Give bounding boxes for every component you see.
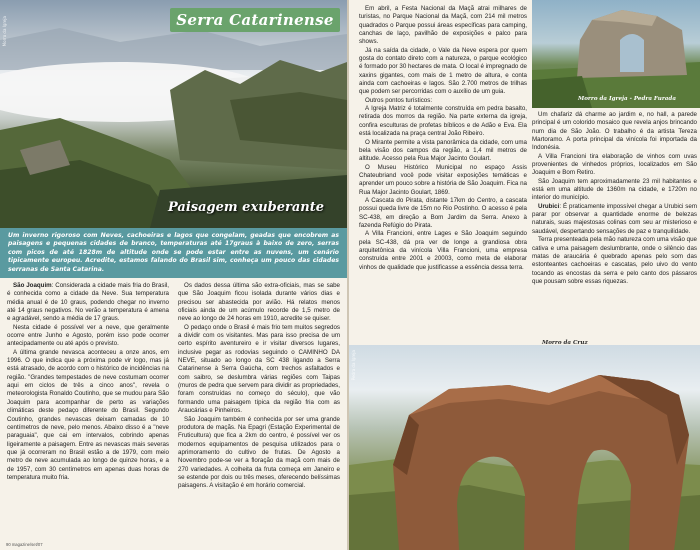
paragraph: A última grande nevasca aconteceu a onze anos, em 1996. O que indica que a próxima pode vir logo, mas já está atrasado, de acordo com o histórico de incidências na região. "Grandes tempestades de neve costumam ocorrer aqui em ciclos de três a cinco anos", revela o meteorologista Ronaldo Coutinho, que se mudou para São Joaquim para acompanhar de perto as variações climáticas deste pedaço diferente do Brasil. Segundo Coutinho, grandes nevascas deixam camadas de 10 centímetros de neve, pelo menos. Abaixo disso é a "neve paraguaia", que cai em intervalos, cobrindo apenas ligeiramente a paisagem. Entre as nevascas mais severas que já ocorreram no Brasil estão a de 1979, com meio metro de neve acumulada ao longo de quinze horas, e a de 1957, com 30 centímetros em apenas duas horas de temperatura muito fria. xyxy=(7,348,169,481)
paragraph: O Mirante permite a vista panorâmica da cidade, com uma bela visão dos campos da região, a 1,4 mil metros de altitude. Acesso pela Rua Major Jacinto Goulart. xyxy=(359,138,527,163)
paragraph: Nesta cidade é possível ver a neve, que geralmente ocorre entre Junho e Agosto, porém isso pode ocorrer antecipadamente ou até após o previsto. xyxy=(7,323,169,348)
mountain-landscape-illustration xyxy=(0,0,347,228)
paragraph: O pedaço onde o Brasil é mais frio tem muitos segredos a dividir com os visitantes. Mas para isso precisa de um certo espírito aventureiro e ir visitar diversos lugares, inclusive pegar as rodovias seguindo o CAMINHO DA NEVE, situado ao longo da SC 438 ligando a Serra Catarinense à Serra Gaúcha, com trechos asfaltados e com saibro, se deslumbra várias regiões com Taipas (muros de pedra que servem para dividir as propriedades, foram construídas no começo do século), que vão formando uma paisagem típica da região fria com as Araucárias e Pinheiros. xyxy=(178,323,340,415)
left-column-1 xyxy=(7,282,169,491)
paragraph-lead: São Joaquim xyxy=(13,282,52,289)
left-text-columns xyxy=(7,282,341,491)
paragraph: A Cascata do Pirata, distante 17km do Centro, a cascata possui queda livre de 15m no Rio Postinho. O acesso é pela SC-438, em direção a Bom Jardim da Serra. Anexo à fazenda Refúgio do Pirata. xyxy=(359,196,527,229)
caption-pedra-furada: Morro da Igreja - Pedra Furada xyxy=(578,96,676,102)
hero-caption: Paisagem exuberante xyxy=(168,200,325,215)
paragraph xyxy=(532,203,697,236)
paragraph-text: : É praticamente impossível chegar a Urubici sem parar por observar a quantidade enorme de belezas naturais, suas majestosas colinas com seu ar misterioso e saudável, despertando sensações de paz e tranquilidade. xyxy=(532,202,697,235)
right-column-2 xyxy=(532,111,697,286)
caption-morro-da-cruz: Morro da Cruz xyxy=(542,340,588,346)
right-column-1 xyxy=(359,5,527,272)
paragraph: O Museu Histórico Municipal no espaço Assis Chateubriand você pode visitar exposições temáticas e aprender um pouco sobre a história de São Joaquim. Fica na Rua Major Jacinto Goulart, 1869. xyxy=(359,163,527,196)
paragraph: São Joaquim também é conhecida por ser uma grande produtora de maçãs. Na Epagri (Estação Experimental de Fruticultura) que fica a 2km do centro, é possível ver os modernos equipamentos de pesquisa utilizados para o aprimoramento do cultivo de frutas. De Agosto a Novembro pode-se ver a floração da maçã com mais de 270 variedades. A colheita da fruta começa em Janeiro e se estende por dois ou três meses, oferecendo belíssimas paisagens. A visitação é em horário comercial. xyxy=(178,415,340,490)
paragraph: Um chafariz dá charme ao jardim e, no hall, a parede principal é um colorido mosaico que revela anjos brincando num dia de São João. O trabalho é da artista Tereza Martoramo. A porta principal da vinícola foi importada da Indonésia. xyxy=(532,111,697,152)
paragraph-text: : Considerada a cidade mais fria do Brasil, é conhecida como a cidade da Neve. Sua temperatura média anual é de 10 graus, podendo chegar no inverno até 14 graus negativos. No verão a temperatura é amena e agradável, sendo a média de 17 graus. xyxy=(7,282,169,323)
right-page xyxy=(349,0,700,550)
paragraph: Já na saída da cidade, o Vale da Neve espera por quem gosta do contato direto com a natureza, o parque ecológico é formado por 30 hectares de mata. O local é impregnado de xaxins gigantes, com mais de 1 metro de altura, e conta ainda com cachoeiras e lagos. São 2.700 metros de trilhas que podem ser percorridas com o auxílio de um guia. xyxy=(359,46,527,96)
paragraph: São Joaquim tem aproximadamente 23 mil habitantes e está em uma altitude de 1360m na cidade, e 1720m no interior do município. xyxy=(532,177,697,202)
paragraph: Outros pontos turísticos: xyxy=(365,96,433,104)
intro-text: Um inverno rigoroso com Neves, cachoeiras e lagos que congelam, geadas que encobrem as paisagens e pequenas cidades de branco, temperaturas até 17graus à baixo de zero, serras com picos de até 1828m de altitude onde se pode estar entre as nuvens, um cenário tipicamente europeu. Acredite, estamos falando do Brasil sim, conheça um pouco das cidades serranas de Santa Catarina. xyxy=(8,232,339,273)
left-page xyxy=(0,0,347,550)
hero-photo-mountains xyxy=(0,0,347,228)
paragraph-lead: Urubici xyxy=(538,202,560,210)
paragraph: Em abril, a Festa Nacional da Maçã atrai milhares de turistas, no Parque Nacional da Maçã, com 214 mil metros quadrados o Parque possui áreas específicas para camping, canchas de laço, pavilhão de exposições e palco para shows. xyxy=(359,5,527,46)
photo-pedra-furada xyxy=(532,0,700,108)
photo-credit: Pedra da Igreja xyxy=(351,350,356,381)
paragraph: A Igreja Matriz é totalmente construída em pedra basalto, retirada dos morros da região. Na parte externa da igreja, confira esculturas de profetas bíblicos e de Adão e Eva. Ela está localizada na praça central João Ribeiro. xyxy=(359,105,527,138)
paragraph: Terra presenteada pela mão natureza com uma visão que cativa e uma paisagem deslumbrante, onde o silêncio das matas de araucária é quebrado apenas pelo som das estonteantes cachoeiras e cascatas, pelo uivo do vento tocando as encostas da serra e pelo canto dos pássaros que pousam sobre essas riquezas. xyxy=(532,236,697,285)
paragraph xyxy=(7,282,169,324)
paragraph: A Villa Francioni tira elaboração de vinhos com uvas provenientes de vinhedos próprios, localizados em São Joaquim e Bom Retiro. xyxy=(532,152,697,177)
left-column-2 xyxy=(178,282,340,491)
feature-title: Serra Catarinense xyxy=(170,8,340,32)
photo-credit: Morro da Igreja xyxy=(2,16,7,47)
paragraph: A Villa Francioni, entre Lages e São Joaquim seguindo pela SC-438, dá pra ver de longe a grandiosa obra arquitetônica da vinícola Villa Francioni, uma empresa construída entre 2001 e 20003, como meta de elaborar vinhos de qualidade que justificasse a essência dessa terra. xyxy=(359,230,527,271)
paragraph: Os dados dessa última são extra-oficiais, mas se sabe que São Joaquim ficou isolada durante vários dias e precisou ser abastecida por avião. Há relatos menos oficiais ainda de um acúmulo recorde de 1,5 metro de neve ao longo de 24 horas em 1910, acredite se quiser. xyxy=(178,282,340,323)
rock-arch-illustration xyxy=(532,0,700,108)
page-folio: 90 magazine/set/07 xyxy=(6,542,43,547)
rock-formation-illustration xyxy=(349,345,700,550)
intro-band xyxy=(0,228,347,278)
photo-morro-da-cruz xyxy=(349,345,700,550)
